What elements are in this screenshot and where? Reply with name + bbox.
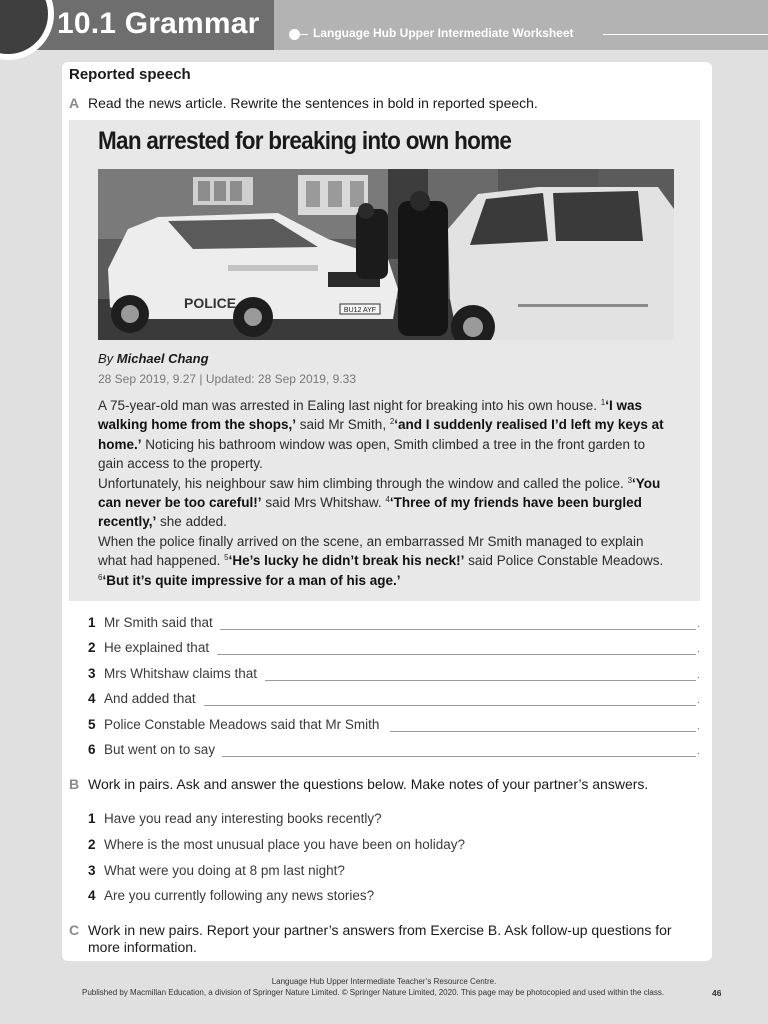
article-photo: [98, 169, 674, 340]
answer-line[interactable]: [204, 705, 696, 706]
exercise-b-letter: B: [69, 776, 80, 792]
exercise-a-letter: A: [69, 95, 80, 111]
answer-line[interactable]: [220, 629, 696, 630]
police-scene-image: [98, 169, 674, 340]
article-paragraph-2: Unfortunately, his neighbour saw him climbing through the window and called the police. $^3$‘You can never be too careful!’ said Mrs Whitshaw. $^4$‘Three of my friends have been burgled recently,’ she added.: [98, 475, 661, 530]
exercise-c-letter: C: [69, 922, 80, 938]
article-author: Michael Chang: [116, 351, 209, 366]
section-title: Reported speech: [69, 66, 191, 83]
answer-line[interactable]: [390, 731, 696, 732]
svg-text:POLICE: POLICE: [184, 295, 237, 311]
unit-title: 10.1 Grammar: [57, 7, 260, 40]
quote-6: ‘But it’s quite impressive for a man of his age.’: [102, 572, 401, 588]
header-corner-decoration: [0, 0, 54, 60]
footer-resource-line: Language Hub Upper Intermediate Teacher’s Resource Centre.: [271, 977, 497, 986]
article-byline: By Michael Chang: [98, 351, 209, 366]
quote-1: ‘I was walking home from the shops,’: [98, 398, 643, 433]
exercise-a-instruction: Read the news article. Rewrite the sentences in bold in reported speech.: [88, 95, 538, 111]
article-paragraph-1: A 75-year-old man was arrested in Ealing last night for breaking into his own house. $^1$‘I was walking home from the shops,’ said Mr Smith, $^2$‘and I suddenly realised I’d left my keys at home.’ Noticing his bathroom window was open, Smith climbed a tree in the front garden to gain access to the property.: [98, 398, 664, 472]
footer-copyright: Published by Macmillan Education, a division of Springer Nature Limited. © Springer Nature Limited, 2020. This page may be photocopied and used within the class.: [82, 988, 665, 997]
quote-2: ‘and I suddenly realised I’d left my keys at home.’: [98, 417, 664, 452]
header-dot-line: [299, 34, 308, 35]
worksheet-subtitle: Language Hub Upper Intermediate Worksheet: [313, 26, 574, 40]
article-headline: Man arrested for breaking into own home: [98, 127, 512, 155]
quote-3: ‘You can never be too careful!’: [98, 475, 661, 511]
answer-line[interactable]: [222, 756, 696, 757]
quote-4: ‘Three of my friends have been burgled recently,’: [98, 495, 642, 530]
answer-line[interactable]: [217, 654, 696, 655]
exercise-c-instruction: Work in new pairs. Report your partner’s answers from Exercise B. Ask follow-up questions for more information.: [88, 922, 672, 955]
exercise-b-instruction: Work in pairs. Ask and answer the questions below. Make notes of your partner’s answers.: [88, 776, 649, 792]
article-dateline: 28 Sep 2019, 9.27 | Updated: 28 Sep 2019, 9.33: [98, 372, 356, 386]
article-paragraph-3: When the police finally arrived on the scene, an embarrassed Mr Smith managed to explain what had happened. $^5$‘He’s lucky he didn’t break his neck!’ said Police Constable Meadows. $^6$‘But it’s quite impressive for a man of his age.’: [98, 533, 664, 588]
article-body: [98, 396, 664, 590]
header-rule: [603, 34, 768, 35]
answer-line[interactable]: [265, 680, 696, 681]
svg-text:BU12 AYF: BU12 AYF: [343, 307, 377, 314]
quote-5: ‘He’s lucky he didn’t break his neck!’: [228, 553, 465, 569]
page-number: 46: [712, 988, 722, 998]
page-header: [0, 0, 768, 50]
